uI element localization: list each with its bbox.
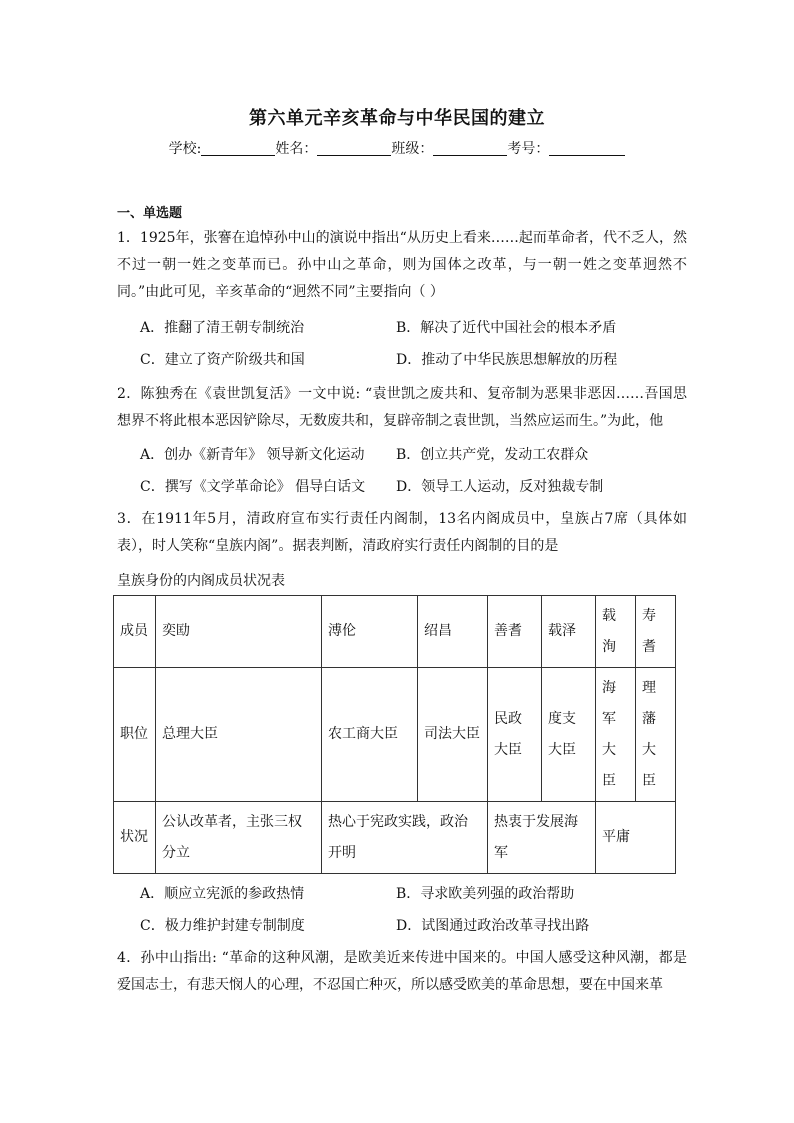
school-label: 学校:	[168, 141, 202, 157]
status-cell: 热衷于发展海军	[488, 802, 596, 874]
q3-option-d[interactable]: D．试图通过政治改革寻找出路	[396, 918, 590, 934]
position-cell: 度支大臣	[542, 668, 596, 802]
school-blank[interactable]	[201, 141, 275, 156]
question-4-stem: 4．孙中山指出: “革命的这种风潮，是欧美近来传进中国来的。中国人感受这种风潮，都是爱国志士，有悲天悯人的心理，不忍国亡种灭，所以感受欧美的革命思想，要在中国来革	[117, 950, 687, 993]
table-row-status	[114, 802, 676, 874]
exam-no-blank[interactable]	[549, 141, 625, 156]
q2-option-b[interactable]: B．创立共产党，发动工农群众	[396, 447, 589, 463]
member-cell: 寿耆	[636, 596, 676, 668]
name-label: 姓名：	[275, 141, 318, 157]
position-cell: 理藩大臣	[636, 668, 676, 802]
question-1-stem: 1．1925年，张謇在追悼孙中山的演说中指出“从历史上看来……起而革命者，代不乏人，然不过一朝一姓之变革而已。孙中山之革命，则为国体之改革，与一朝一姓之变革迥然不同。”由此可见，辛亥革命的“迥然不同”主要指向（ ）	[117, 230, 687, 300]
name-blank[interactable]	[317, 141, 391, 156]
position-cell: 总理大臣	[156, 668, 322, 802]
member-cell: 溥伦	[322, 596, 418, 668]
position-cell: 民政大臣	[488, 668, 542, 802]
student-info-line	[0, 138, 794, 158]
page-title: 第六单元辛亥革命与中华民国的建立	[249, 108, 545, 129]
q1-option-b[interactable]: B．解决了近代中国社会的根本矛盾	[396, 320, 617, 336]
q2-option-a[interactable]: A．创办《新青年》 领导新文化运动	[140, 447, 365, 463]
exam-no-label: 考号：	[507, 141, 550, 157]
member-cell: 载泽	[542, 596, 596, 668]
q2-option-c[interactable]: C．撰写《文学革命论》 倡导白话文	[140, 479, 366, 495]
member-cell: 绍昌	[418, 596, 488, 668]
member-cell: 载洵	[596, 596, 636, 668]
status-cell: 热心于宪政实践，政治开明	[322, 802, 488, 874]
q3-option-a[interactable]: A．顺应立宪派的参政热情	[140, 886, 305, 902]
status-cell: 公认改革者，主张三权分立	[156, 802, 322, 874]
section-heading: 一、单选题	[117, 206, 183, 221]
position-cell: 农工商大臣	[322, 668, 418, 802]
position-cell: 海军大臣	[596, 668, 636, 802]
q3-option-c[interactable]: C．极力维护封建专制制度	[140, 918, 305, 934]
table-row-positions	[114, 668, 676, 802]
q3-option-b[interactable]: B．寻求欧美列强的政治帮助	[396, 886, 575, 902]
question-2-stem: 2．陈独秀在《袁世凯复活》一文中说: “袁世凯之废共和、复帝制为恶果非恶因……吾国思想界不将此根本恶因铲除尽，无数废共和，复辟帝制之袁世凯，当然应运而生。”为此，他	[117, 386, 687, 429]
q2-option-d[interactable]: D．领导工人运动，反对独裁专制	[396, 479, 604, 495]
q1-option-d[interactable]: D．推动了中华民族思想解放的历程	[396, 352, 618, 368]
question-3-stem: 3．在1911年5月，清政府宣布实行责任内阁制，13名内阁成员中，皇族占7席（具体如表），时人笑称“皇族内阁”。据表判断，清政府实行责任内阁制的目的是	[117, 511, 687, 554]
status-cell: 平庸	[596, 802, 676, 874]
q1-option-a[interactable]: A．推翻了清王朝专制统治	[140, 320, 305, 336]
row-header-members: 成员	[114, 596, 156, 668]
member-cell: 奕劻	[156, 596, 322, 668]
member-cell: 善耆	[488, 596, 542, 668]
table-caption: 皇族身份的内阁成员状况表	[117, 573, 285, 589]
row-header-status: 状况	[114, 802, 156, 874]
table-row-members	[114, 596, 676, 668]
class-label: 班级：	[391, 141, 434, 157]
position-cell: 司法大臣	[418, 668, 488, 802]
cabinet-members-table	[113, 595, 676, 874]
row-header-positions: 职位	[114, 668, 156, 802]
q1-option-c[interactable]: C．建立了资产阶级共和国	[140, 352, 305, 368]
class-blank[interactable]	[433, 141, 507, 156]
